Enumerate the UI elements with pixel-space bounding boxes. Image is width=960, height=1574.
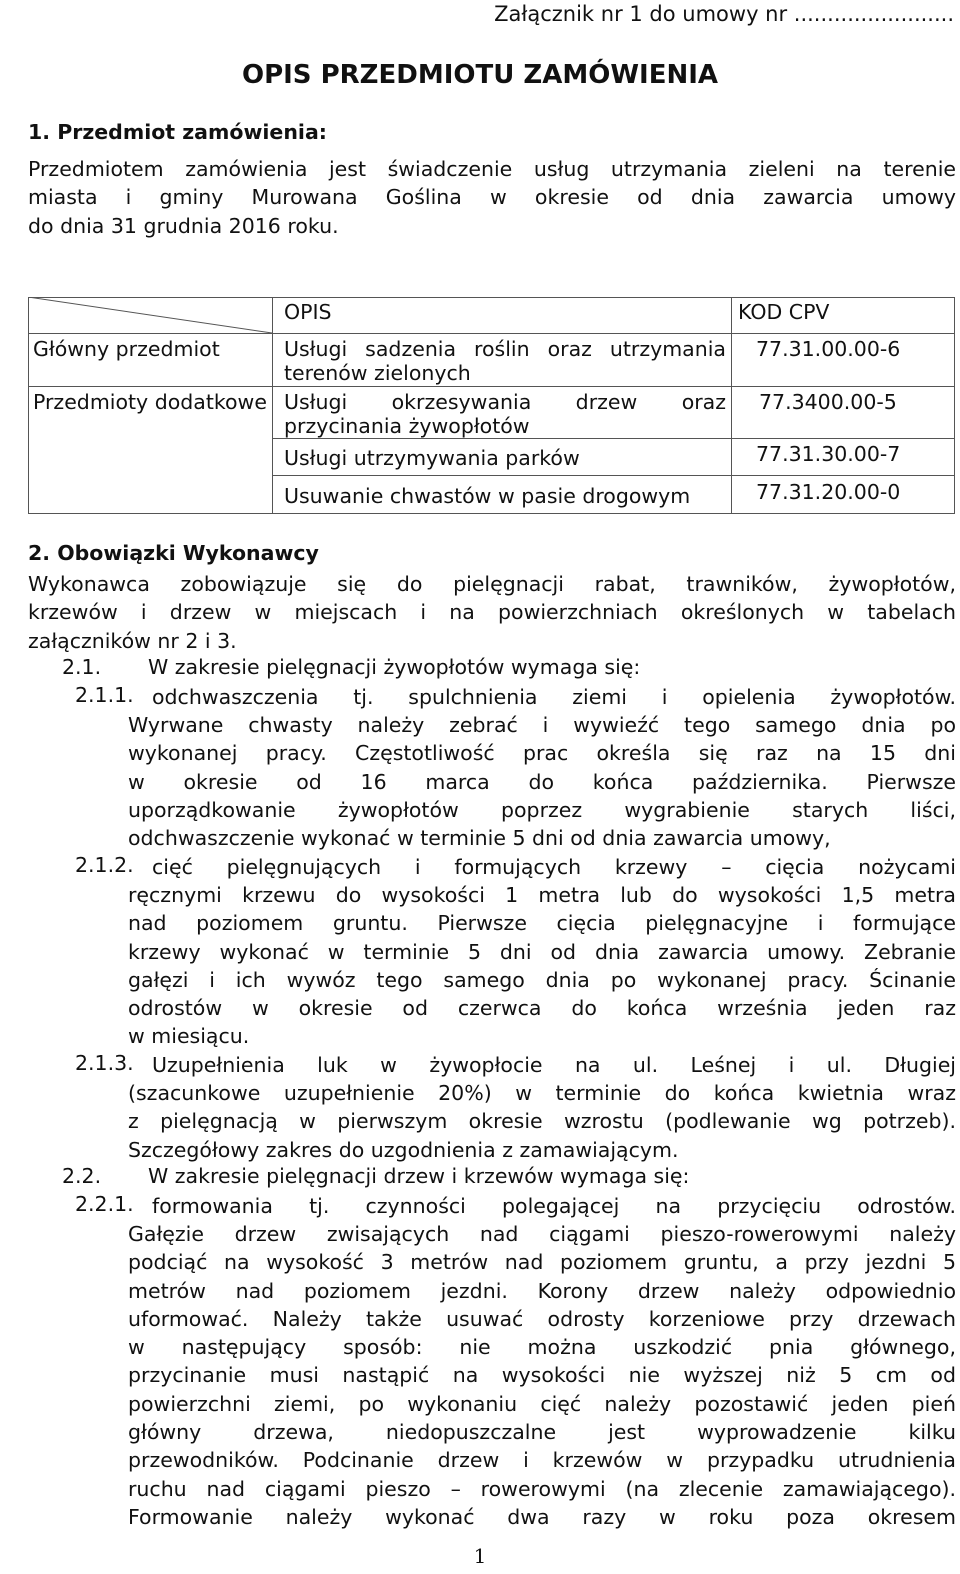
item-first-line: [152, 1051, 956, 1079]
text-line: odrostów w okresie od czerwca do końca września jeden raz: [128, 996, 956, 1021]
item-first-line: [152, 853, 956, 881]
item-first-line: [152, 1192, 956, 1220]
text-line: Przedmiotem zamówienia jest świadczenie usług utrzymania zieleni na terenie: [28, 157, 956, 181]
text-line: Gałęzie drzew zwisających nad ciągami pieszo-rowerowymi należy: [128, 1222, 956, 1246]
text-line: formowania tj. czynności polegającej na przycięciu odrostów.: [152, 1194, 956, 1218]
text-line: w okresie od 16 marca do końca października. Pierwsze: [128, 769, 956, 794]
subsection-number: 2.2.: [62, 1164, 102, 1188]
text-line: przewodników. Podcinanie drzew i krzewów w przypadku utrudnienia: [128, 1448, 956, 1473]
text-line: odchwaszczenia tj. spulchnienia ziemi i opielenia żywopłotów.: [152, 685, 956, 709]
text-line: cięć pielęgnujących i formujących krzewy – cięcia nożycami: [152, 855, 956, 879]
col-header-opis: OPIS: [284, 300, 332, 324]
text-line: główny drzewa, niedopuszczalne jest wyprowadzenie kilku: [128, 1420, 956, 1445]
col-header-kod-cpv: KOD CPV: [738, 300, 830, 324]
text-line: krzewów i drzew w miejscach i na powierzchniach określonych w tabelach: [28, 600, 956, 625]
section-1-body: [28, 155, 956, 240]
text-line: wykonanej pracy. Częstotliwość prac określa się raz na 15 dni: [128, 741, 956, 766]
item-number: 2.1.2.: [75, 853, 134, 877]
attachment-header: Załącznik nr 1 do umowy nr ........................: [494, 2, 954, 26]
row-desc-line: przycinania żywopłotów: [284, 414, 530, 438]
text-line: załączników nr 2 i 3.: [28, 628, 237, 653]
text-line: w miesiącu.: [128, 1024, 250, 1049]
text-line: (szacunkowe uzupełnienie 20%) w terminie do końca kwietnia wraz: [128, 1081, 956, 1105]
row-desc-line: Usuwanie chwastów w pasie drogowym: [284, 484, 691, 508]
subsection-title: W zakresie pielęgnacji drzew i krzewów wymaga się:: [148, 1164, 690, 1188]
header-diagonal-line: [28, 297, 273, 334]
item-body: [128, 711, 956, 852]
row-label: Przedmioty dodatkowe: [33, 390, 267, 414]
section-1-heading: 1. Przedmiot zamówienia:: [28, 120, 327, 144]
item-number: 2.2.1.: [75, 1192, 134, 1216]
text-line: powierzchni ziemi, po wykonaniu cięć należy pozostawić jeden pień: [128, 1391, 956, 1416]
row-desc-line: Usługi okrzesywania drzew oraz: [284, 390, 726, 414]
text-line: miasta i gminy Murowana Goślina w okresie od dnia zawarcia umowy: [28, 185, 956, 210]
text-line: ruchu nad ciągami pieszo – rowerowymi (na zlecenie zamawiającego).: [128, 1476, 956, 1501]
text-line: nad poziomem gruntu. Pierwsze cięcia pielęgnacyjne i formujące: [128, 911, 956, 936]
section-2-body: [28, 570, 956, 655]
text-line: metrów nad poziomem jezdni. Korony drzew należy odpowiednio: [128, 1278, 956, 1303]
text-line: gałęzi i ich wywóz tego samego dnia po wykonanej pracy. Ścinanie: [128, 967, 956, 992]
subsection-number: 2.1.: [62, 655, 102, 679]
text-line: Wyrwane chwasty należy zebrać i wywieźć tego samego dnia po: [128, 713, 956, 737]
cpv-table: [28, 297, 955, 514]
row-cpv-code: 77.31.30.00-7: [756, 442, 901, 466]
text-line: z pielęgnacją w pierwszym okresie wzrostu (podlewanie wg potrzeb).: [128, 1109, 956, 1134]
item-body: [128, 1079, 956, 1164]
row-desc-line: Usługi sadzenia roślin oraz utrzymania: [284, 337, 726, 361]
page-number: 1: [473, 1544, 487, 1568]
text-line: Formowanie należy wykonać dwa razy w roku poza okresem: [128, 1504, 956, 1529]
row-cpv-code: 77.31.00.00-6: [756, 337, 901, 361]
document-title: OPIS PRZEDMIOTU ZAMÓWIENIA: [241, 60, 719, 90]
text-line: Szczegółowy zakres do uzgodnienia z zamawiającym.: [128, 1137, 679, 1162]
text-line: krzewy wykonać w terminie 5 dni od dnia zawarcia umowy. Zebranie: [128, 939, 956, 964]
item-number: 2.1.3.: [75, 1051, 134, 1075]
text-line: odchwaszczenie wykonać w terminie 5 dni od dnia zawarcia umowy,: [128, 826, 831, 851]
text-line: do dnia 31 grudnia 2016 roku.: [28, 213, 339, 238]
section-2-heading: 2. Obowiązki Wykonawcy: [28, 541, 319, 565]
item-first-line: [152, 683, 956, 711]
item-body: [128, 1220, 956, 1531]
row-cpv-code: 77.31.20.00-0: [756, 480, 901, 504]
text-line: Uzupełnienia luk w żywopłocie na ul. Leśnej i ul. Długiej: [152, 1053, 956, 1077]
item-number: 2.1.1.: [75, 683, 134, 707]
row-desc-line: terenów zielonych: [284, 361, 471, 385]
text-line: Wykonawca zobowiązuje się do pielęgnacji rabat, trawników, żywopłotów,: [28, 572, 956, 596]
text-line: ręcznymi krzewu do wysokości 1 metra lub do wysokości 1,5 metra: [128, 883, 956, 907]
text-line: podciąć na wysokość 3 metrów nad poziomem gruntu, a przy jezdni 5: [128, 1250, 956, 1275]
text-line: w następujący sposób: nie można uszkodzić pnia głównego,: [128, 1335, 956, 1360]
row-label: Główny przedmiot: [33, 337, 220, 361]
text-line: uformować. Należy także usuwać odrosty korzeniowe przy drzewach: [128, 1306, 956, 1331]
subsection-title: W zakresie pielęgnacji żywopłotów wymaga się:: [148, 655, 641, 679]
item-body: [128, 881, 956, 1051]
row-cpv-code: 77.3400.00-5: [759, 390, 897, 414]
text-line: uporządkowanie żywopłotów poprzez wygrabienie starych liści,: [128, 797, 956, 822]
text-line: przycinanie musi nastąpić na wysokości nie wyższej niż 5 cm od: [128, 1363, 956, 1388]
row-desc-line: Usługi utrzymywania parków: [284, 446, 580, 470]
